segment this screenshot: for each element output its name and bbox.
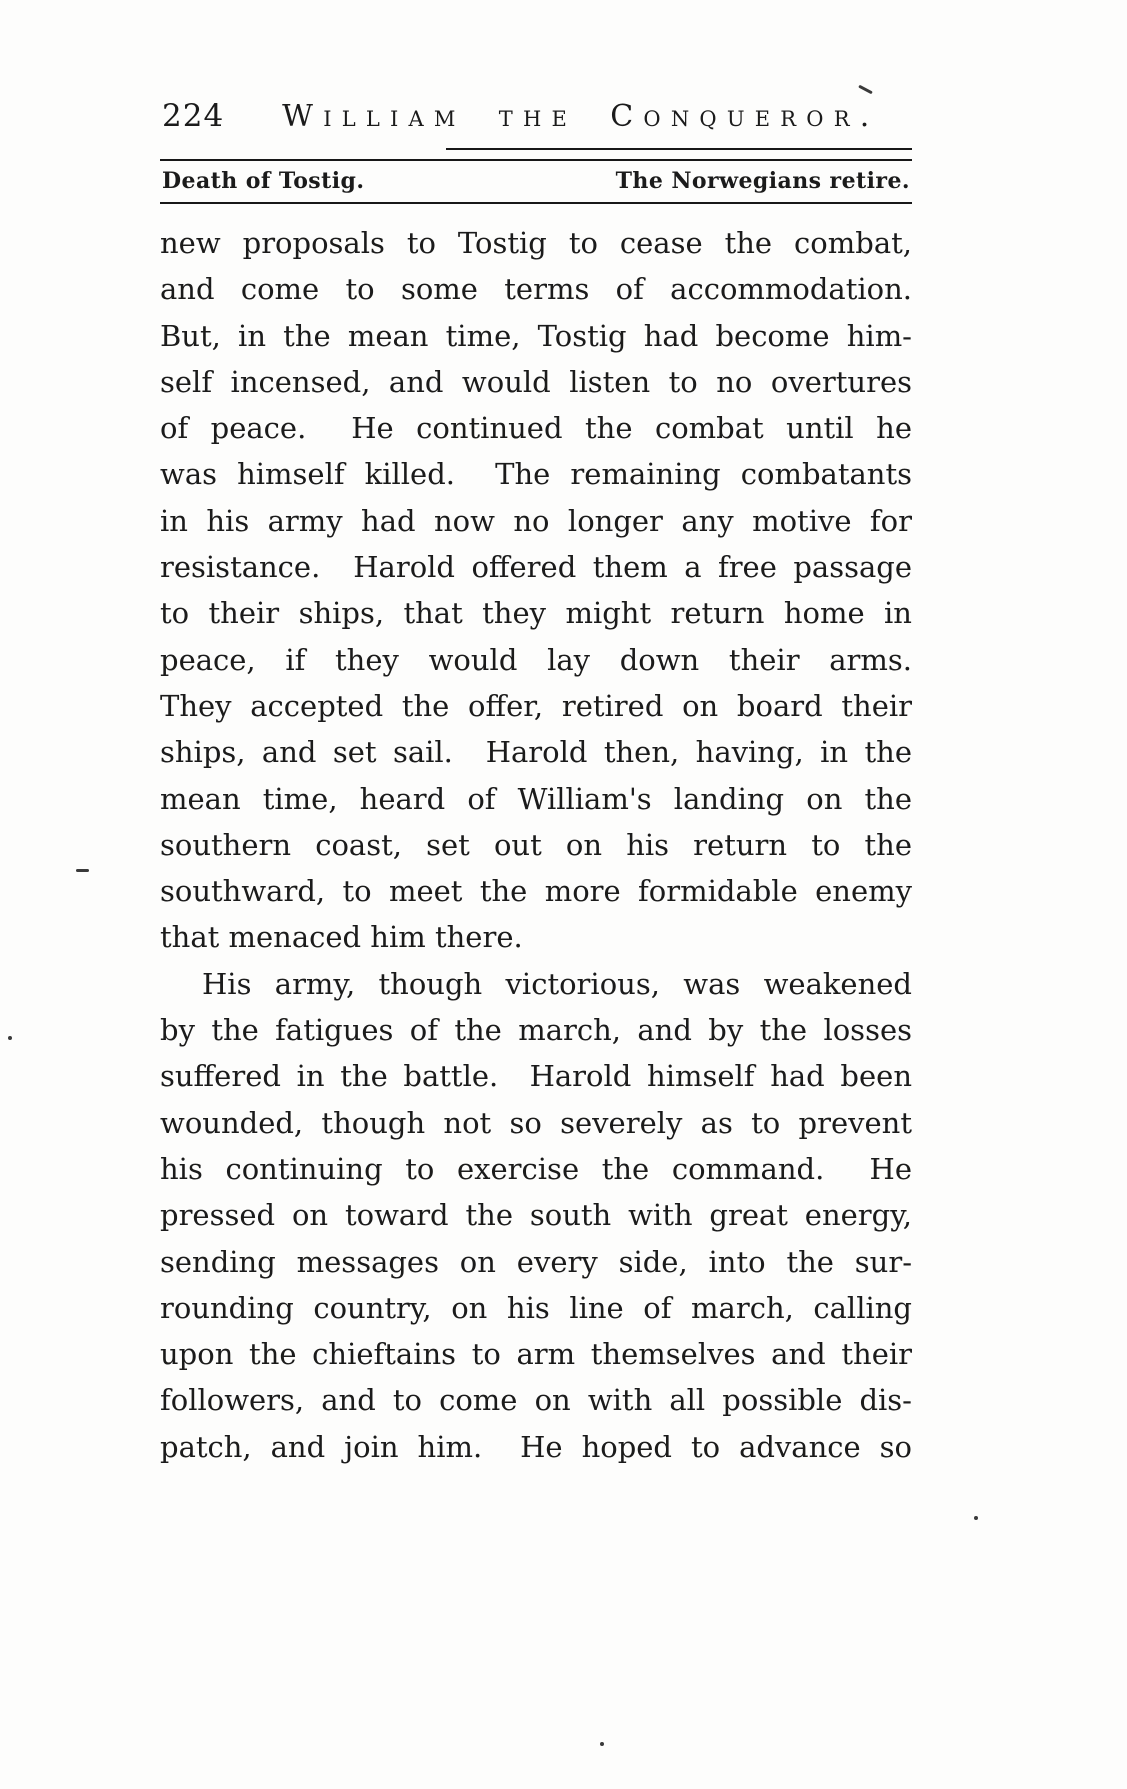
left-running-head: Death of Tostig. bbox=[162, 168, 365, 194]
text-line: new proposals to Tostig to cease the combat, bbox=[160, 226, 912, 260]
text-line: They accepted the offer, retired on board their bbox=[160, 688, 912, 723]
scan-artifact bbox=[600, 1742, 604, 1746]
text-line: sending messages on every side, into the sur- bbox=[160, 1244, 912, 1279]
text-line: pressed on toward the south with great energy, bbox=[160, 1198, 912, 1233]
right-running-head: The Norwegians retire. bbox=[615, 168, 910, 194]
text-line: southward, to meet the more formidable enemy bbox=[160, 874, 912, 909]
scan-artifact bbox=[8, 1036, 12, 1040]
scan-artifact bbox=[974, 1516, 978, 1520]
text-line: and come to some terms of accommodation. bbox=[160, 272, 912, 307]
scan-artifact bbox=[76, 869, 89, 872]
page-header bbox=[160, 98, 912, 134]
text-line: ships, and set sail. Harold then, having, in the bbox=[160, 735, 912, 770]
running-title: William the Conqueror. bbox=[282, 99, 880, 134]
text-line: that menaced him there. bbox=[160, 920, 523, 955]
text-line: was himself killed. The remaining combatants bbox=[160, 457, 912, 492]
text-line: mean time, heard of William's landing on the bbox=[160, 781, 912, 816]
text-line: in his army had now no longer any motive for bbox=[160, 503, 912, 538]
text-line: suffered in the battle. Harold himself had been bbox=[160, 1059, 912, 1094]
text-line: self incensed, and would listen to no overtures bbox=[160, 364, 912, 399]
text-line: His army, though victorious, was weakened bbox=[202, 966, 912, 1001]
text-line: to their ships, that they might return home in bbox=[160, 596, 912, 631]
text-line: peace, if they would lay down their arms. bbox=[160, 642, 912, 677]
paragraph bbox=[160, 220, 912, 961]
text-line: his continuing to exercise the command. He bbox=[160, 1151, 912, 1186]
text-line: rounding country, on his line of march, calling bbox=[160, 1290, 912, 1325]
text-line: southern coast, set out on his return to the bbox=[160, 827, 912, 862]
rule-partial-top bbox=[446, 148, 912, 150]
scan-artifact bbox=[858, 85, 873, 95]
body-text bbox=[160, 220, 912, 1470]
text-line: patch, and join him. He hoped to advance so bbox=[160, 1429, 912, 1464]
rule-below-heads bbox=[160, 202, 912, 204]
paragraph bbox=[160, 961, 912, 1470]
text-line: by the fatigues of the march, and by the losses bbox=[160, 1013, 912, 1048]
text-line: upon the chieftains to arm themselves and their bbox=[160, 1337, 912, 1372]
text-line: But, in the mean time, Tostig had become him- bbox=[160, 318, 912, 353]
text-line: followers, and to come on with all possible dis- bbox=[160, 1383, 912, 1418]
page-number: 224 bbox=[162, 98, 225, 134]
running-heads bbox=[160, 161, 912, 200]
text-line: of peace. He continued the combat until he bbox=[160, 411, 912, 446]
text-line: wounded, though not so severely as to prevent bbox=[160, 1105, 912, 1140]
text-line: resistance. Harold offered them a free passage bbox=[160, 550, 912, 585]
